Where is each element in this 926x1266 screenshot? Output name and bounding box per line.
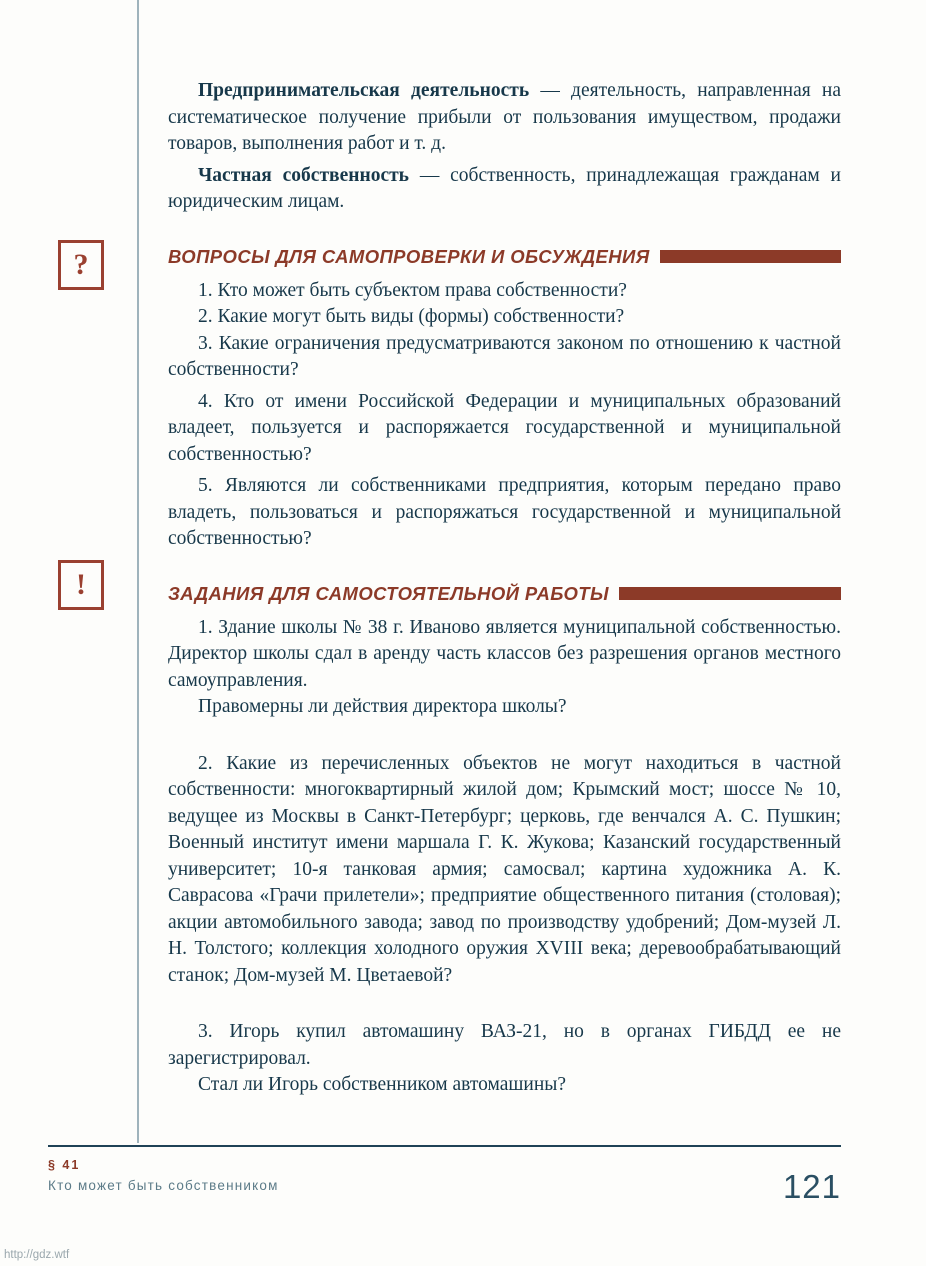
question-item: 5. Являются ли собственниками предприятия, которым передано право владеть, пользоваться и распоряжаться государственной и муниципальной собственностью? xyxy=(168,475,841,549)
page-number: 121 xyxy=(782,1168,841,1205)
task-question: Стал ли Игорь собственником автомашины? xyxy=(198,1074,567,1095)
section-heading-bar xyxy=(660,250,841,263)
definition-term: Частная собственность xyxy=(198,164,409,186)
footer-divider xyxy=(48,1145,841,1147)
exclamation-marker-icon: ! xyxy=(58,560,104,610)
section-heading-label: ЗАДАНИЯ ДЛЯ САМОСТОЯТЕЛЬНОЙ РАБОТЫ xyxy=(168,582,609,604)
task-item: 2. Какие из перечисленных объектов не могут находиться в частной собственности: многоквартирный жилой дом; Крымский мост; шоссе № 10, ведущее из Москвы в Санкт-Петербург; церковь, где венчался А. С. Пушкин; Военный институт имени маршала Г. К. Жукова; Казанский государственный университет; 10-я танковая армия; самосвал; картина художника А. К. Саврасова «Грачи прилетели»; предприятие общественного питания (столовая); акции автомобильного завода; завод по производству удобрений; Дом-музей Л. Н. Толстого; коллекция холодного оружия XVIII века; деревообрабатывающий станок; Дом-музей М. Цветаевой? xyxy=(168,752,841,986)
footer-section-title: Кто может быть собственником xyxy=(48,1178,279,1193)
definition-paragraph xyxy=(168,163,841,216)
question-item: 4. Кто от имени Российской Федерации и муниципальных образований владеет, пользуется и распоряжается государственной и муниципальной собственностью? xyxy=(168,390,841,465)
task-item: 1. Здание школы № 38 г. Иваново является муниципальной собственностью. Директор школы сдал в аренду часть классов без разрешения органов местного самоуправления. xyxy=(168,616,841,691)
definition-body: — собственность, принадлежащая гражданам и юридическим лицам. xyxy=(168,164,841,212)
page-content xyxy=(168,78,841,1099)
definition-body: — деятельность, направленная на систематическое получение прибыли от пользования имуществом, продажи товаров, выполнения работ и т. д. xyxy=(168,80,841,154)
definition-paragraph xyxy=(168,78,841,158)
section-heading-questions xyxy=(168,246,841,268)
section-heading-tasks xyxy=(168,583,841,605)
question-item: 1. Кто может быть субъектом права собственности? xyxy=(198,279,627,301)
section-heading-bar xyxy=(619,587,841,600)
left-margin-rule xyxy=(137,0,139,1143)
question-item: 2. Какие могут быть виды (формы) собственности? xyxy=(198,306,625,327)
question-item: 3. Какие ограничения предусматриваются законом по отношению к частной собственности? xyxy=(168,332,841,380)
footer xyxy=(48,1158,279,1193)
watermark-url: http://gdz.wtf xyxy=(4,1249,70,1261)
task-question: Правомерны ли действия директора школы? xyxy=(198,696,567,717)
task-item: 3. Игорь купил автомашину ВАЗ-21, но в органах ГИБДД ее не зарегистрировал. xyxy=(168,1021,841,1069)
question-marker-icon: ? xyxy=(58,240,104,290)
definition-term: Предпринимательская деятельность xyxy=(198,80,530,101)
section-heading-label: ВОПРОСЫ ДЛЯ САМОПРОВЕРКИ И ОБСУЖДЕНИЯ xyxy=(168,245,650,267)
footer-section-number: § 41 xyxy=(48,1158,81,1172)
